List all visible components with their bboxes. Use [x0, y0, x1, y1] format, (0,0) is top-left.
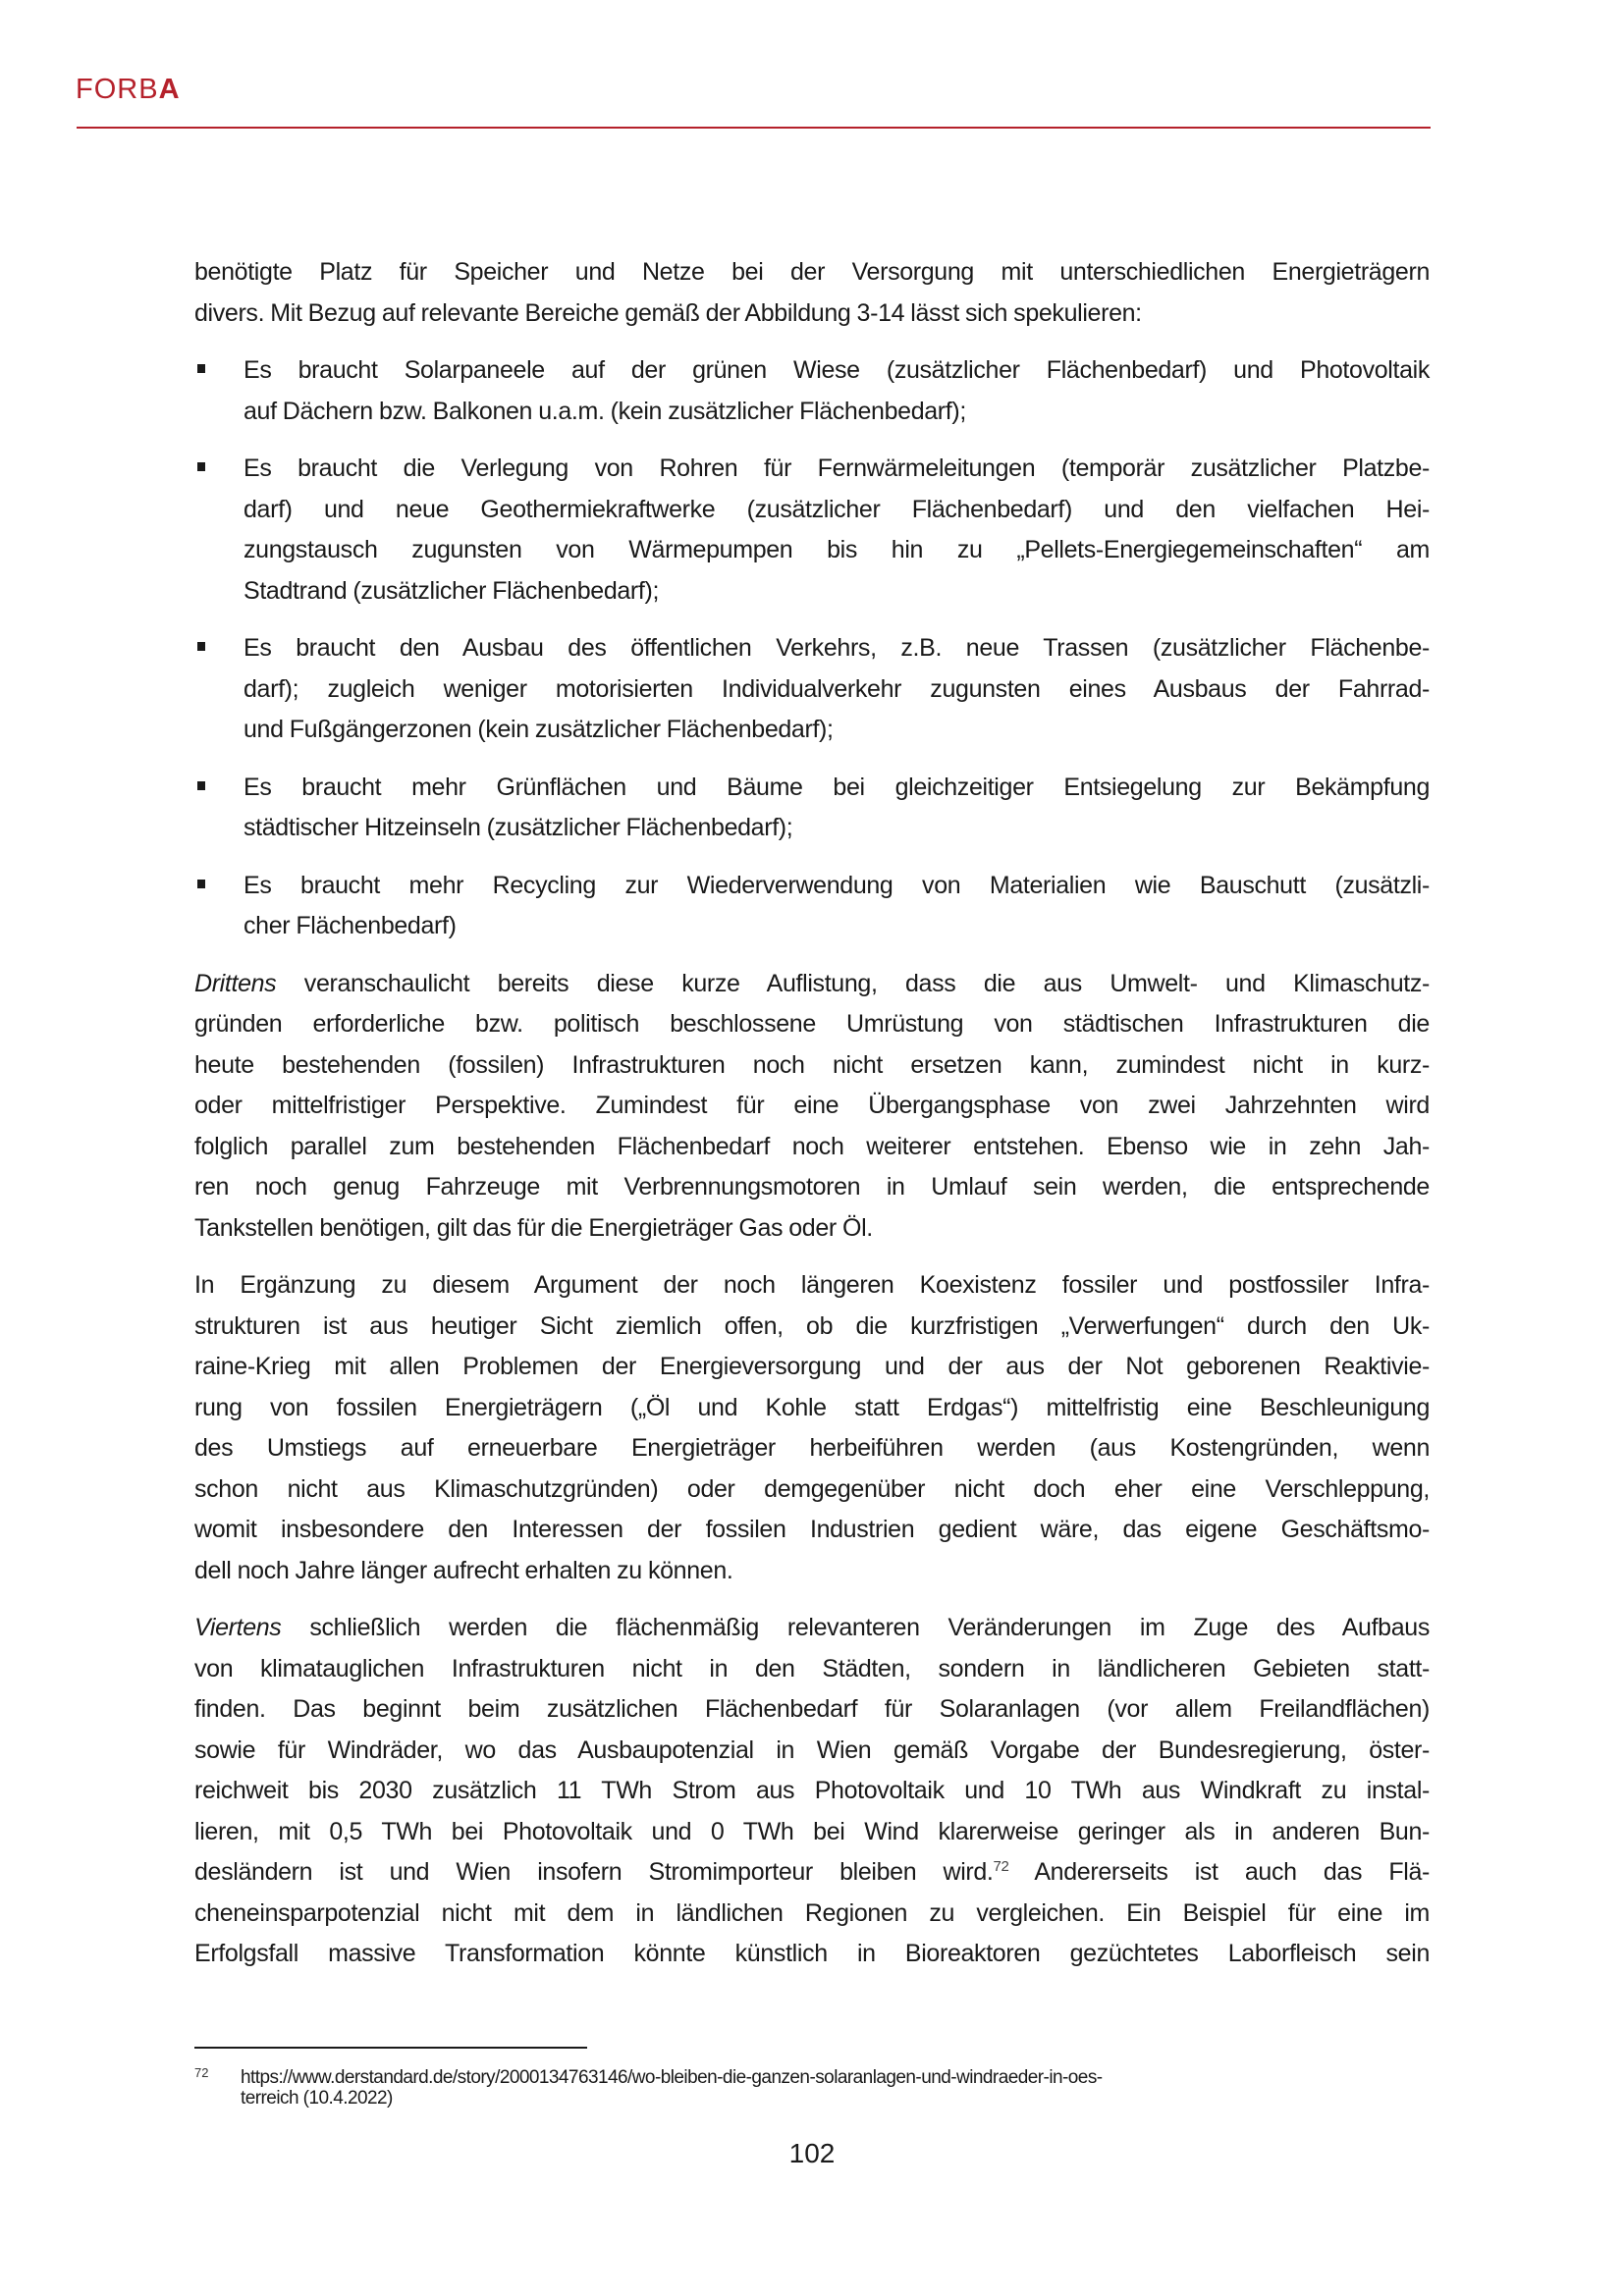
- text-line: cheneinsparpotenzial nicht mit dem in ländlichen Regionen zu vergleichen. Ein Beispiel für eine im: [194, 1898, 1430, 1927]
- text-line: städtischer Hitzeinseln (zusätzlicher Flächenbedarf);: [244, 814, 793, 841]
- text-line: [194, 964, 1430, 1005]
- text-run: veranschaulicht bereits diese kurze Auflistung, dass die aus Umwelt- und Klimaschutz-: [276, 969, 1430, 997]
- square-bullet-icon: [197, 880, 205, 888]
- text-line: darf); zugleich weniger motorisierten Individualverkehr zugunsten eines Ausbaus der Fahrrad-: [244, 674, 1430, 703]
- text-line: Tankstellen benötigen, gilt das für die Energieträger Gas oder Öl.: [194, 1213, 873, 1242]
- text-line: rung von fossilen Energieträgern („Öl und Kohle statt Erdgas“) mittelfristig eine Beschleunigung: [194, 1393, 1430, 1421]
- forba-logo: [76, 73, 181, 106]
- text-line: [194, 1608, 1430, 1649]
- text-line: heute bestehenden (fossilen) Infrastrukturen noch nicht ersetzen kann, zumindest nicht in kurz-: [194, 1050, 1430, 1079]
- square-bullet-icon: [197, 364, 205, 373]
- text-line: Erfolgsfall massive Transformation könnte künstlich in Bioreaktoren gezüchtetes Laborfleisch sein: [194, 1940, 1430, 1967]
- text-line: Es braucht mehr Recycling zur Wiederverwendung von Materialien wie Bauschutt (zusätzli-: [244, 871, 1430, 899]
- logo-regular-part: FORB: [76, 74, 159, 105]
- footnote-line: terreich (10.4.2022): [241, 2088, 393, 2109]
- text-line: Es braucht den Ausbau des öffentlichen Verkehrs, z.B. neue Trassen (zusätzlicher Flächenbe-: [244, 634, 1430, 662]
- text-run: Andererseits ist auch das Flä-: [1008, 1858, 1430, 1886]
- text-run: desländern ist und Wien insofern Stromimporteur bleiben wird.: [194, 1858, 994, 1886]
- list-item: [194, 350, 1430, 432]
- intro-paragraph: [194, 252, 1430, 334]
- page-number-text: 102: [788, 2138, 836, 2168]
- list-item: [194, 628, 1430, 751]
- drittens-paragraph: [194, 964, 1430, 1250]
- text-line: benötigte Platz für Speicher und Netze bei der Versorgung mit unterschiedlichen Energieträgern: [194, 258, 1430, 286]
- text-line: zungstausch zugunsten von Wärmepumpen bis hin zu „Pellets-Energiegemeinschaften“ am: [244, 536, 1430, 563]
- footnote-separator: [194, 2047, 587, 2049]
- logo-bold-part: A: [158, 74, 181, 105]
- text-line: gründen erforderliche bzw. politisch beschlossene Umrüstung von städtischen Infrastrukturen die: [194, 1010, 1430, 1038]
- text-line: [194, 1852, 1430, 1894]
- text-line: reichweit bis 2030 zusätzlich 11 TWh Strom aus Photovoltaik und 10 TWh aus Windkraft zu instal-: [194, 1777, 1430, 1804]
- text-line: folglich parallel zum bestehenden Flächenbedarf noch weiterer entstehen. Ebenso wie in zehn Jah-: [194, 1132, 1430, 1160]
- text-line: raine-Krieg mit allen Problemen der Energieversorgung und der aus der Not geborenen Reaktivie-: [194, 1353, 1430, 1380]
- italic-lead-word: Drittens: [194, 969, 277, 997]
- text-line: ren noch genug Fahrzeuge mit Verbrennungsmotoren in Umlauf sein werden, die entsprechende: [194, 1173, 1430, 1201]
- text-run: schließlich werden die flächenmäßig relevanteren Veränderungen im Zuge des Aufbaus: [281, 1614, 1430, 1641]
- footnote-reference-link[interactable]: 72: [993, 1858, 1009, 1875]
- text-line: Stadtrand (zusätzlicher Flächenbedarf);: [244, 576, 660, 605]
- text-line: dell noch Jahre länger aufrecht erhalten zu können.: [194, 1556, 733, 1584]
- footnote-number: 72: [194, 2065, 209, 2080]
- ergaenzung-paragraph: [194, 1265, 1430, 1591]
- text-line: strukturen ist aus heutiger Sicht ziemlich offen, ob die kurzfristigen „Verwerfungen“ durch den Uk-: [194, 1311, 1430, 1340]
- text-line: darf) und neue Geothermiekraftwerke (zusätzlicher Flächenbedarf) und den vielfachen Hei-: [244, 495, 1430, 523]
- list-item: [194, 866, 1430, 947]
- text-line: finden. Das beginnt beim zusätzlichen Flächenbedarf für Solaranlagen (vor allem Freilandflächen): [194, 1695, 1430, 1723]
- square-bullet-icon: [197, 462, 205, 471]
- italic-lead-word: Viertens: [194, 1614, 282, 1641]
- text-line: Es braucht Solarpaneele auf der grünen Wiese (zusätzlicher Flächenbedarf) und Photovoltaik: [244, 356, 1430, 384]
- header-divider: [77, 127, 1431, 129]
- list-item: [194, 449, 1430, 612]
- text-line: sowie für Windräder, wo das Ausbaupotenzial in Wien gemäß Vorgabe der Bundesregierung, öster-: [194, 1735, 1430, 1764]
- text-line: schon nicht aus Klimaschutzgründen) oder demgegenüber nicht doch eher eine Verschleppung,: [194, 1474, 1430, 1503]
- text-line: womit insbesondere den Interessen der fossilen Industrien gedient wäre, das eigene Geschäftsmo-: [194, 1516, 1430, 1543]
- text-line: des Umstiegs auf erneuerbare Energieträger herbeiführen werden (aus Kostengründen, wenn: [194, 1434, 1430, 1462]
- text-line: oder mittelfristiger Perspektive. Zumindest für eine Übergangsphase von zwei Jahrzehnten wird: [194, 1092, 1430, 1119]
- text-line: Es braucht mehr Grünflächen und Bäume bei gleichzeitiger Entsiegelung zur Bekämpfung: [244, 773, 1430, 801]
- body-text: [194, 252, 1430, 1992]
- page-number: [0, 2138, 1624, 2169]
- text-line: auf Dächern bzw. Balkonen u.a.m. (kein zusätzlicher Flächenbedarf);: [244, 397, 966, 425]
- text-line: von klimatauglichen Infrastrukturen nicht in den Städten, sondern in ländlicheren Gebieten statt-: [194, 1654, 1430, 1682]
- text-line: In Ergänzung zu diesem Argument der noch längeren Koexistenz fossiler und postfossiler Infra-: [194, 1271, 1430, 1299]
- text-line: Es braucht die Verlegung von Rohren für Fernwärmeleitungen (temporär zusätzlicher Platzbe-: [244, 454, 1430, 482]
- square-bullet-icon: [197, 642, 205, 651]
- text-line: cher Flächenbedarf): [244, 912, 457, 939]
- list-item: [194, 768, 1430, 849]
- text-line: lieren, mit 0,5 TWh bei Photovoltaik und 0 TWh bei Wind klarerweise geringer als in anderen Bun-: [194, 1817, 1430, 1845]
- text-line: und Fußgängerzonen (kein zusätzlicher Flächenbedarf);: [244, 716, 834, 743]
- footnote-line: https://www.derstandard.de/story/2000134763146/wo-bleiben-die-ganzen-solaranlagen-und-windraeder-in-oes-: [241, 2067, 1103, 2088]
- square-bullet-icon: [197, 781, 205, 790]
- viertens-paragraph: [194, 1608, 1430, 1975]
- footnote-link[interactable]: [241, 2067, 1429, 2109]
- text-line: divers. Mit Bezug auf relevante Bereiche gemäß der Abbildung 3-14 lässt sich spekulieren:: [194, 298, 1142, 327]
